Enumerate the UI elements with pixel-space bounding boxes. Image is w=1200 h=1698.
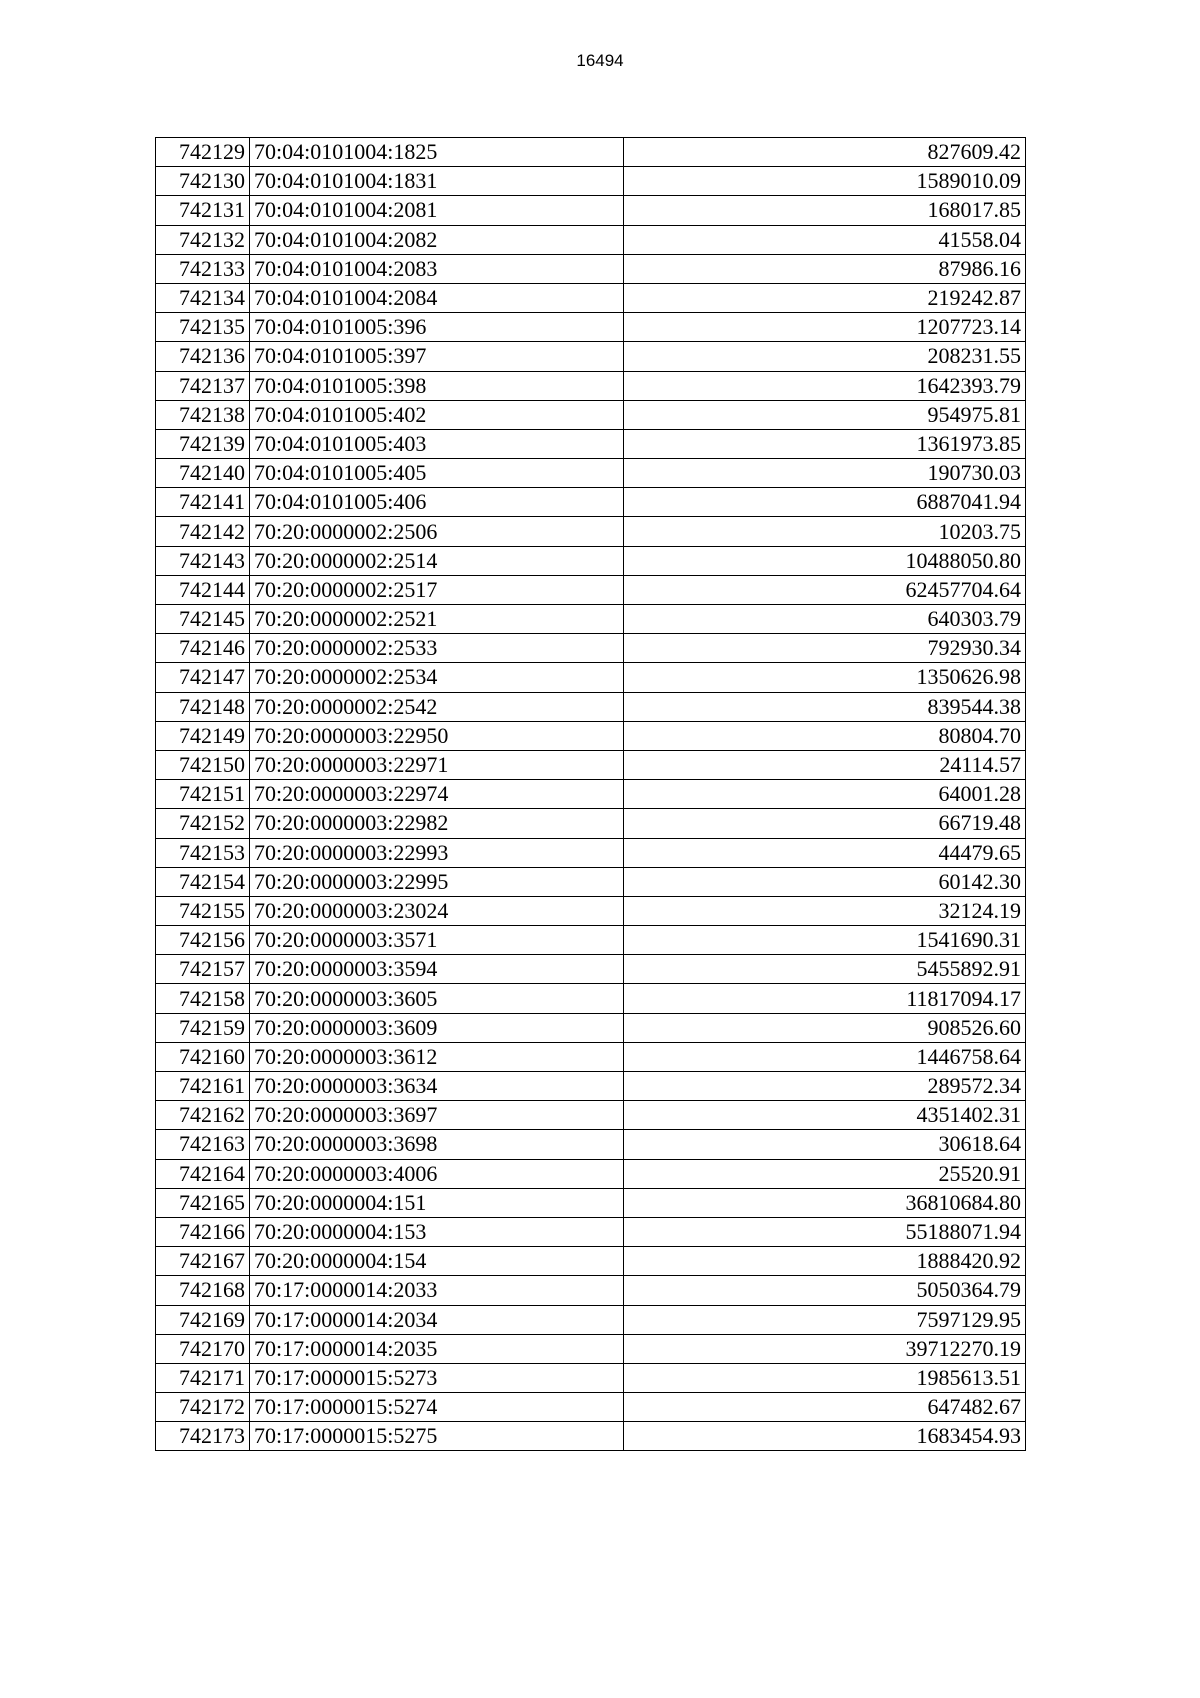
- table-row: [156, 1422, 1026, 1451]
- table-row: [156, 1130, 1026, 1159]
- row-number: 742131: [156, 196, 250, 225]
- table-body: [156, 138, 1026, 1451]
- row-number: 742164: [156, 1159, 250, 1188]
- table-row: [156, 926, 1026, 955]
- cadastral-number: 70:20:0000002:2521: [250, 605, 624, 634]
- cadastral-number: 70:20:0000002:2517: [250, 575, 624, 604]
- cadastral-value: 1642393.79: [624, 371, 1026, 400]
- table-row: [156, 605, 1026, 634]
- cadastral-number: 70:20:0000002:2533: [250, 634, 624, 663]
- cadastral-number: 70:04:0101004:2084: [250, 283, 624, 312]
- cadastral-number: 70:20:0000003:22974: [250, 780, 624, 809]
- row-number: 742172: [156, 1393, 250, 1422]
- row-number: 742134: [156, 283, 250, 312]
- table-row: [156, 342, 1026, 371]
- table-row: [156, 575, 1026, 604]
- cadastral-value: 1985613.51: [624, 1363, 1026, 1392]
- cadastral-value: 954975.81: [624, 400, 1026, 429]
- cadastral-number: 70:20:0000003:22993: [250, 838, 624, 867]
- table-row: [156, 721, 1026, 750]
- row-number: 742136: [156, 342, 250, 371]
- cadastral-value: 66719.48: [624, 809, 1026, 838]
- cadastral-value: 289572.34: [624, 1072, 1026, 1101]
- cadastral-number: 70:17:0000014:2035: [250, 1334, 624, 1363]
- cadastral-value-table: [155, 137, 1026, 1451]
- row-number: 742144: [156, 575, 250, 604]
- cadastral-value: 10488050.80: [624, 546, 1026, 575]
- table-row: [156, 896, 1026, 925]
- table-row: [156, 167, 1026, 196]
- row-number: 742146: [156, 634, 250, 663]
- row-number: 742139: [156, 429, 250, 458]
- cadastral-number: 70:20:0000003:3698: [250, 1130, 624, 1159]
- table-row: [156, 838, 1026, 867]
- cadastral-number: 70:20:0000003:3594: [250, 955, 624, 984]
- cadastral-value: 1589010.09: [624, 167, 1026, 196]
- row-number: 742173: [156, 1422, 250, 1451]
- row-number: 742132: [156, 225, 250, 254]
- cadastral-value: 41558.04: [624, 225, 1026, 254]
- cadastral-number: 70:20:0000004:151: [250, 1188, 624, 1217]
- row-number: 742147: [156, 663, 250, 692]
- table-row: [156, 1217, 1026, 1246]
- cadastral-number: 70:04:0101004:2082: [250, 225, 624, 254]
- cadastral-number: 70:20:0000002:2506: [250, 517, 624, 546]
- cadastral-number: 70:20:0000003:23024: [250, 896, 624, 925]
- row-number: 742157: [156, 955, 250, 984]
- cadastral-value: 908526.60: [624, 1013, 1026, 1042]
- cadastral-number: 70:17:0000015:5274: [250, 1393, 624, 1422]
- table-row: [156, 1013, 1026, 1042]
- cadastral-number: 70:20:0000003:22982: [250, 809, 624, 838]
- cadastral-number: 70:20:0000003:3605: [250, 984, 624, 1013]
- cadastral-number: 70:04:0101004:2083: [250, 254, 624, 283]
- table-row: [156, 1101, 1026, 1130]
- cadastral-number: 70:20:0000002:2514: [250, 546, 624, 575]
- page-number: 16494: [576, 51, 624, 70]
- row-number: 742159: [156, 1013, 250, 1042]
- table-row: [156, 400, 1026, 429]
- row-number: 742161: [156, 1072, 250, 1101]
- row-number: 742151: [156, 780, 250, 809]
- cadastral-number: 70:04:0101005:396: [250, 313, 624, 342]
- cadastral-number: 70:20:0000003:4006: [250, 1159, 624, 1188]
- cadastral-value: 30618.64: [624, 1130, 1026, 1159]
- table-row: [156, 780, 1026, 809]
- cadastral-value: 219242.87: [624, 283, 1026, 312]
- cadastral-value: 6887041.94: [624, 488, 1026, 517]
- table-row: [156, 1188, 1026, 1217]
- cadastral-number: 70:20:0000003:22995: [250, 867, 624, 896]
- table-row: [156, 955, 1026, 984]
- table-row: [156, 1334, 1026, 1363]
- table-row: [156, 1305, 1026, 1334]
- table-row: [156, 283, 1026, 312]
- row-number: 742150: [156, 750, 250, 779]
- row-number: 742171: [156, 1363, 250, 1392]
- cadastral-number: 70:04:0101004:1825: [250, 138, 624, 167]
- row-number: 742158: [156, 984, 250, 1013]
- cadastral-number: 70:20:0000003:3612: [250, 1042, 624, 1071]
- cadastral-number: 70:17:0000014:2034: [250, 1305, 624, 1334]
- cadastral-number: 70:04:0101005:406: [250, 488, 624, 517]
- row-number: 742143: [156, 546, 250, 575]
- row-number: 742130: [156, 167, 250, 196]
- cadastral-value: 55188071.94: [624, 1217, 1026, 1246]
- row-number: 742168: [156, 1276, 250, 1305]
- row-number: 742149: [156, 721, 250, 750]
- cadastral-number: 70:20:0000003:22950: [250, 721, 624, 750]
- cadastral-value: 64001.28: [624, 780, 1026, 809]
- cadastral-number: 70:17:0000015:5275: [250, 1422, 624, 1451]
- cadastral-number: 70:20:0000004:154: [250, 1247, 624, 1276]
- cadastral-value: 792930.34: [624, 634, 1026, 663]
- row-number: 742154: [156, 867, 250, 896]
- table-row: [156, 371, 1026, 400]
- cadastral-value: 11817094.17: [624, 984, 1026, 1013]
- table-row: [156, 750, 1026, 779]
- cadastral-value: 1683454.93: [624, 1422, 1026, 1451]
- row-number: 742145: [156, 605, 250, 634]
- cadastral-value: 60142.30: [624, 867, 1026, 896]
- cadastral-number: 70:20:0000003:3571: [250, 926, 624, 955]
- row-number: 742162: [156, 1101, 250, 1130]
- cadastral-value: 80804.70: [624, 721, 1026, 750]
- cadastral-value: 24114.57: [624, 750, 1026, 779]
- row-number: 742138: [156, 400, 250, 429]
- cadastral-value: 190730.03: [624, 459, 1026, 488]
- cadastral-number: 70:04:0101005:398: [250, 371, 624, 400]
- cadastral-value: 1361973.85: [624, 429, 1026, 458]
- cadastral-value: 10203.75: [624, 517, 1026, 546]
- cadastral-value: 7597129.95: [624, 1305, 1026, 1334]
- cadastral-number: 70:17:0000014:2033: [250, 1276, 624, 1305]
- table-row: [156, 459, 1026, 488]
- cadastral-value: 87986.16: [624, 254, 1026, 283]
- row-number: 742141: [156, 488, 250, 517]
- cadastral-value: 1541690.31: [624, 926, 1026, 955]
- table-row: [156, 254, 1026, 283]
- row-number: 742170: [156, 1334, 250, 1363]
- table-row: [156, 1363, 1026, 1392]
- table-row: [156, 692, 1026, 721]
- cadastral-number: 70:17:0000015:5273: [250, 1363, 624, 1392]
- row-number: 742142: [156, 517, 250, 546]
- row-number: 742169: [156, 1305, 250, 1334]
- table-row: [156, 1393, 1026, 1422]
- cadastral-value: 1888420.92: [624, 1247, 1026, 1276]
- cadastral-value: 44479.65: [624, 838, 1026, 867]
- row-number: 742129: [156, 138, 250, 167]
- table-row: [156, 1247, 1026, 1276]
- cadastral-number: 70:20:0000003:3697: [250, 1101, 624, 1130]
- row-number: 742166: [156, 1217, 250, 1246]
- cadastral-value: 5050364.79: [624, 1276, 1026, 1305]
- table-row: [156, 313, 1026, 342]
- table-row: [156, 196, 1026, 225]
- cadastral-value: 1207723.14: [624, 313, 1026, 342]
- cadastral-value: 1350626.98: [624, 663, 1026, 692]
- cadastral-value: 4351402.31: [624, 1101, 1026, 1130]
- cadastral-number: 70:04:0101004:2081: [250, 196, 624, 225]
- table-row: [156, 1276, 1026, 1305]
- cadastral-number: 70:04:0101005:402: [250, 400, 624, 429]
- cadastral-number: 70:04:0101004:1831: [250, 167, 624, 196]
- table-row: [156, 546, 1026, 575]
- row-number: 742148: [156, 692, 250, 721]
- row-number: 742163: [156, 1130, 250, 1159]
- cadastral-value: 32124.19: [624, 896, 1026, 925]
- cadastral-value: 62457704.64: [624, 575, 1026, 604]
- table-row: [156, 634, 1026, 663]
- row-number: 742156: [156, 926, 250, 955]
- cadastral-value: 36810684.80: [624, 1188, 1026, 1217]
- cadastral-number: 70:20:0000002:2534: [250, 663, 624, 692]
- cadastral-number: 70:20:0000003:3609: [250, 1013, 624, 1042]
- table-row: [156, 429, 1026, 458]
- cadastral-number: 70:20:0000003:3634: [250, 1072, 624, 1101]
- row-number: 742135: [156, 313, 250, 342]
- cadastral-value: 5455892.91: [624, 955, 1026, 984]
- row-number: 742155: [156, 896, 250, 925]
- cadastral-value: 39712270.19: [624, 1334, 1026, 1363]
- table-row: [156, 225, 1026, 254]
- table-row: [156, 488, 1026, 517]
- table-row: [156, 517, 1026, 546]
- row-number: 742133: [156, 254, 250, 283]
- cadastral-number: 70:20:0000003:22971: [250, 750, 624, 779]
- cadastral-value: 640303.79: [624, 605, 1026, 634]
- cadastral-number: 70:04:0101005:405: [250, 459, 624, 488]
- cadastral-number: 70:20:0000002:2542: [250, 692, 624, 721]
- table-row: [156, 1072, 1026, 1101]
- row-number: 742160: [156, 1042, 250, 1071]
- cadastral-value: 25520.91: [624, 1159, 1026, 1188]
- table-row: [156, 1042, 1026, 1071]
- cadastral-number: 70:20:0000004:153: [250, 1217, 624, 1246]
- cadastral-number: 70:04:0101005:397: [250, 342, 624, 371]
- cadastral-number: 70:04:0101005:403: [250, 429, 624, 458]
- table-row: [156, 1159, 1026, 1188]
- table-row: [156, 138, 1026, 167]
- cadastral-value: 827609.42: [624, 138, 1026, 167]
- row-number: 742167: [156, 1247, 250, 1276]
- cadastral-value: 168017.85: [624, 196, 1026, 225]
- cadastral-value: 208231.55: [624, 342, 1026, 371]
- cadastral-value: 1446758.64: [624, 1042, 1026, 1071]
- cadastral-value: 647482.67: [624, 1393, 1026, 1422]
- table-row: [156, 867, 1026, 896]
- row-number: 742165: [156, 1188, 250, 1217]
- row-number: 742153: [156, 838, 250, 867]
- table-row: [156, 663, 1026, 692]
- row-number: 742140: [156, 459, 250, 488]
- cadastral-value: 839544.38: [624, 692, 1026, 721]
- row-number: 742137: [156, 371, 250, 400]
- table-row: [156, 984, 1026, 1013]
- table-row: [156, 809, 1026, 838]
- row-number: 742152: [156, 809, 250, 838]
